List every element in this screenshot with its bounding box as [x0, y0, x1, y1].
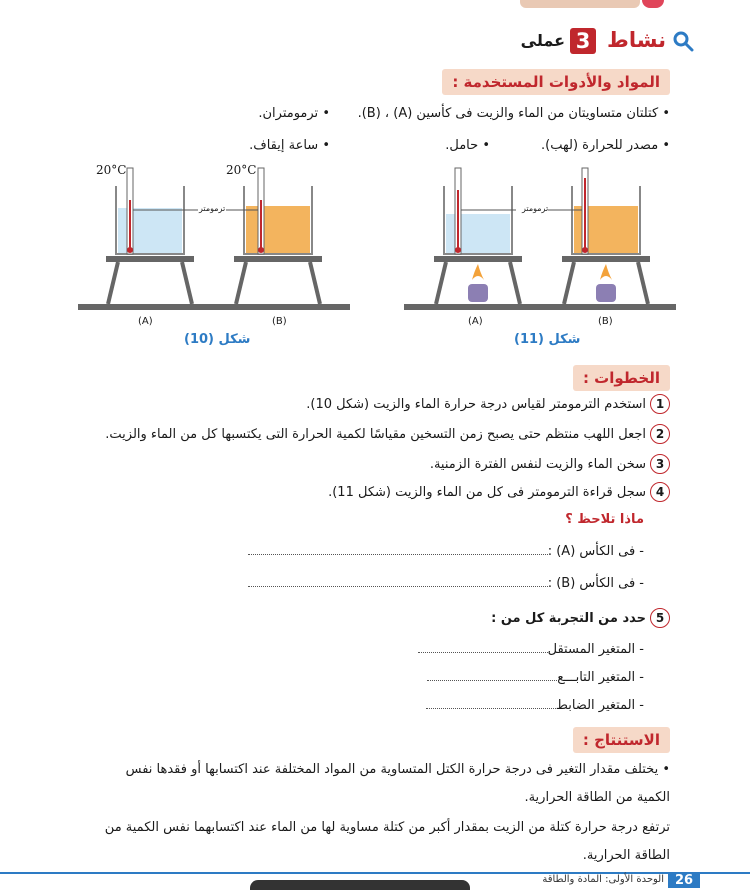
cup-b-label: - فى الكأس (B) : [547, 576, 644, 591]
step-4-number: 4 [650, 482, 670, 502]
activity-type: عملى [520, 31, 565, 50]
var-controlled-row [384, 696, 644, 716]
activity-number: 3 [570, 28, 596, 54]
var-independent-answer[interactable] [418, 652, 548, 653]
top-decoration [520, 0, 640, 8]
var-controlled-answer[interactable] [426, 708, 556, 709]
page-number: 26 [668, 874, 700, 888]
oil-fill [246, 206, 310, 254]
step-2-number: 2 [650, 424, 670, 444]
var-dependent-row [384, 668, 644, 688]
observe-question: ماذا تلاحظ ؟ [565, 512, 644, 527]
conclusion-heading: الاستنتاج : [573, 727, 670, 753]
fig10-caption: شكل (10) [184, 332, 251, 347]
var-independent-row [384, 640, 644, 660]
step-5 [270, 608, 670, 629]
cup-b-answer[interactable] [248, 586, 548, 587]
cup-b-row [244, 574, 644, 594]
fig10-label-a: (A) [138, 316, 153, 327]
fig10-temp-a: 20°C [96, 163, 127, 177]
figure-10 [78, 160, 350, 356]
conclusion-p1: • يختلف مقدار التغير فى درجة حرارة الكتل المتساوية من المواد المختلفة عند اكتسابها أو فقدها نفس الكمية من الطاقة الحرارية. [90, 756, 670, 812]
step-2 [90, 424, 670, 445]
var-controlled-label: - المتغير الضابط [555, 698, 644, 713]
steps-heading-box [573, 368, 670, 387]
search-icon [672, 30, 694, 52]
step-3-number: 3 [650, 454, 670, 474]
activity-word: نشاط [607, 28, 666, 52]
conclusion-heading-box [573, 730, 670, 749]
fig11-label-a: (A) [468, 316, 483, 327]
cup-a-row [244, 542, 644, 562]
step-1-text: استخدم الترمومتر لقياس درجة حرارة الماء والزيت (شكل 10). [306, 397, 646, 412]
materials-heading: المواد والأدوات المستخدمة : [442, 69, 670, 95]
cup-a-label: - فى الكأس (A) : [547, 544, 644, 559]
steps-heading: الخطوات : [573, 365, 670, 391]
fig10-thermo-label: ترمومتر [199, 204, 226, 213]
step-2-text: اجعل اللهب منتظم حتى يصبح زمن التسخين مقياسًا لكمية الحرارة التى يكتسبها كل من الماء والزيت. [105, 427, 646, 442]
step-5-number: 5 [650, 608, 670, 628]
step-1 [90, 394, 670, 415]
cup-a-answer[interactable] [248, 554, 548, 555]
fig11-thermo-label: ترمومتر [522, 204, 549, 213]
conclusion-p2: ترتفع درجة حرارة كتلة من الزيت بمقدار أكبر من كتلة مساوية لها من الماء عند اكتسابهما نفس الكمية من الطاقة الحرارية. [104, 820, 670, 863]
step-3-text: سخن الماء والزيت لنفس الفترة الزمنية. [429, 457, 646, 472]
material-item-5: • ساعة إيقاف. [190, 136, 330, 156]
material-item-2: • ترمومتران. [190, 104, 330, 124]
figure-11 [404, 160, 676, 356]
var-dependent-answer[interactable] [427, 680, 557, 681]
fig11-caption: شكل (11) [514, 332, 581, 347]
step-1-number: 1 [650, 394, 670, 414]
bottom-bar [250, 880, 470, 890]
step-4 [90, 482, 670, 503]
step-5-text: حدد من التجربة كل من : [491, 611, 646, 626]
fig11-label-b: (B) [598, 316, 613, 327]
step-3 [90, 454, 670, 475]
activity-title [420, 24, 700, 58]
material-item-4: • حامل. [410, 136, 490, 156]
step-4-text: سجل قراءة الترمومتر فى كل من الماء والزيت (شكل 11). [328, 485, 646, 500]
top-dot [642, 0, 664, 8]
footer-unit: الوحدة الأولى: المادة والطاقة [542, 874, 664, 885]
fig10-temp-b: 20°C [226, 163, 257, 177]
material-item-1: • كتلتان متساويتان من الماء والزيت فى كأسين (A) ، (B). [340, 104, 670, 124]
materials-heading-box [442, 72, 670, 91]
material-item-3: • مصدر للحرارة (لهب). [510, 136, 670, 156]
var-independent-label: - المتغير المستقل [547, 642, 644, 657]
fig10-label-b: (B) [272, 316, 287, 327]
var-dependent-label: - المتغير التابـــع [557, 670, 644, 685]
